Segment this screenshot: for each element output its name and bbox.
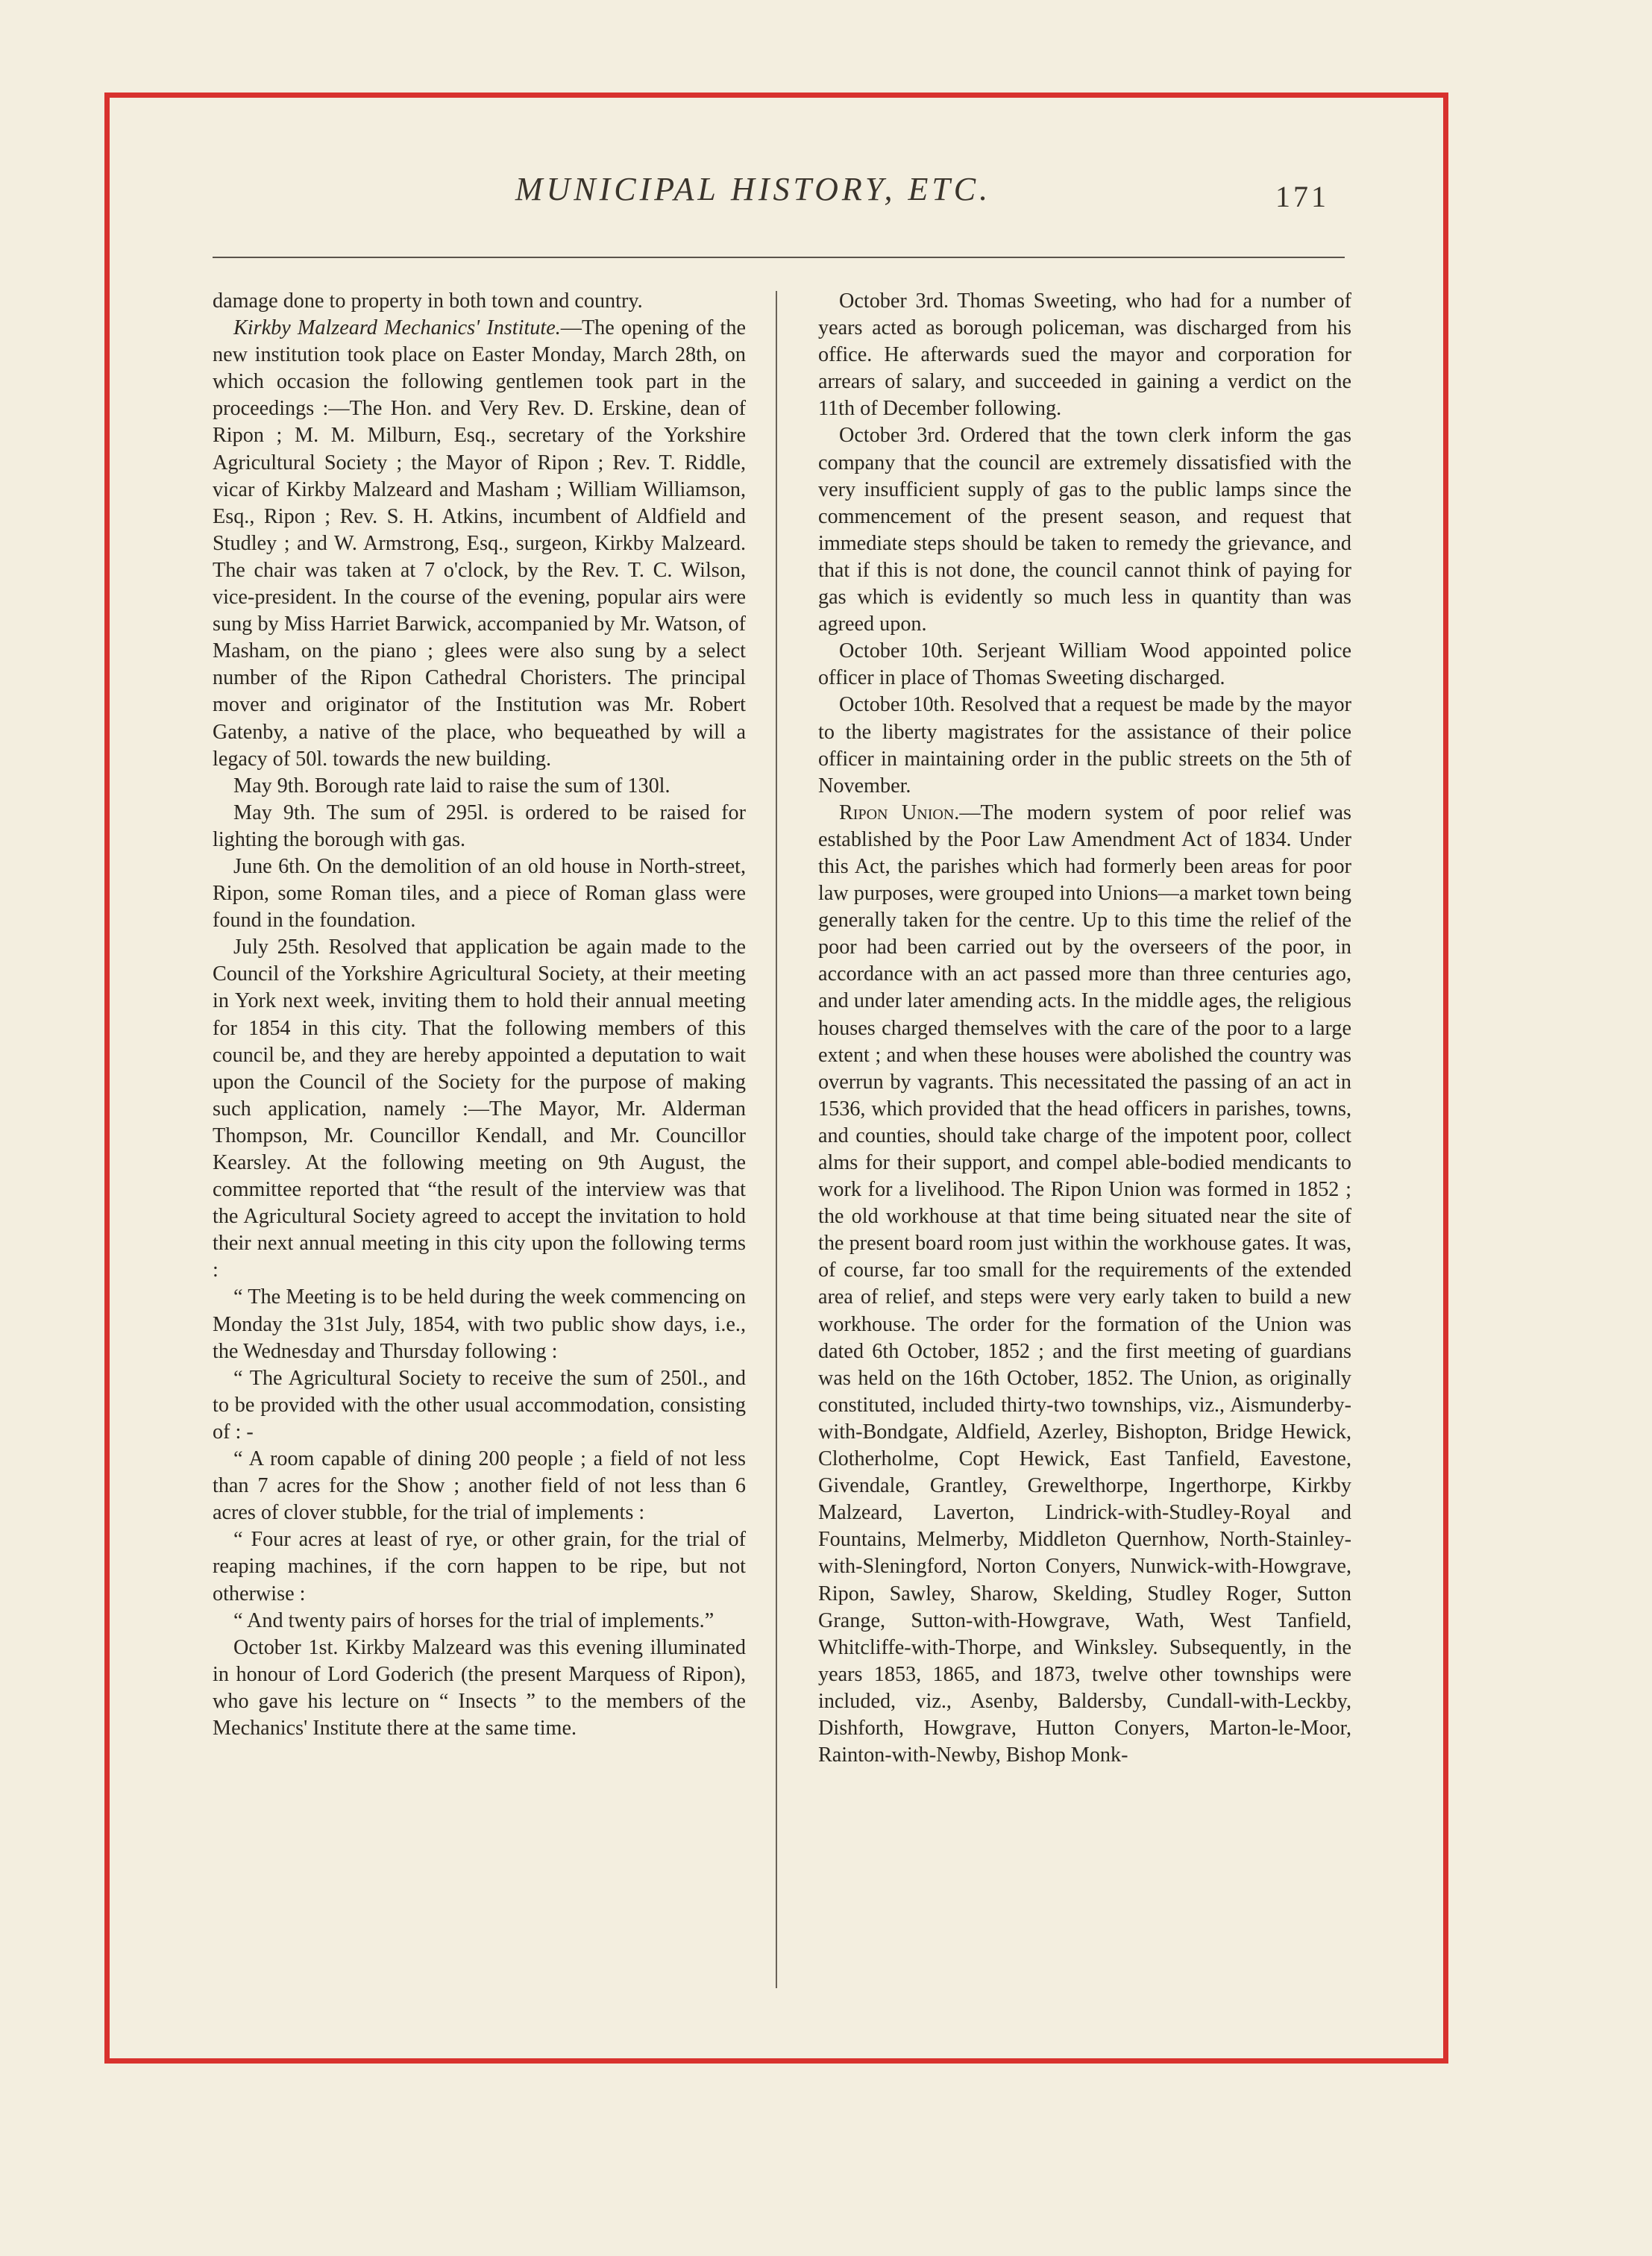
paragraph: October 1st. Kirkby Malzeard was this evening illuminated in honour of Lord Goderich (the present Marquess of Ripon), who gave his lecture on “ Insects ” to the members of the Mechanics' Institute there at the same time. <box>213 1635 746 1740</box>
header-rule <box>213 257 1345 258</box>
paragraph-text: —The modern system of poor relief was established by the Poor Law Amendment Act of 1834. Under this Act, the parishes which had formerly been areas for poor law purposes, were grouped into Unions—a market town being generally taken for the centre. Up to this time the relief of the poor had been carried out by the overseers of the poor, in accordance with an act passed more than three centuries ago, and under later amending acts. In the middle ages, the religious houses charged themselves with the care of the poor to a large extent ; and when these houses were abolished the country was overrun by vagrants. This necessitated the passing of an act in 1536, which provided that the head officers in parishes, towns, and counties, should take charge of the impotent poor, collect alms for their support, and compel able-bodied mendicants to work for a livelihood. The Ripon Union was formed in 1852 ; the old workhouse at that time being situated near the site of the present board room just within the workhouse gates. It was, of course, far too small for the requirements of the extended area of relief, and steps were very early taken to build a new workhouse. The order for the formation of the Union was dated 6th October, 1852 ; and the first meeting of guardians was held on the 16th October, 1852. The Union, as originally constituted, included thirty-two townships, viz., Aismunderby-with-Bondgate, Aldfield, Azerley, Bishopton, Bridge Hewick, Clotherholme, Copt Hewick, East Tanfield, Eavestone, Givendale, Grantley, Grewelthorpe, Ingerthorpe, Kirkby Malzeard, Laverton, Lindrick-with-Studley-Royal and Fountains, Melmerby, Middleton Quernhow, North-Stainley-with-Sleningford, Norton Conyers, Nunwick-with-Howgrave, Ripon, Sawley, Sharow, Skelding, Studley Roger, Sutton Grange, Sutton-with-Howgrave, Wath, West Tanfield, Whitcliffe-with-Thorpe, and Winksley. Subsequently, in the years 1853, 1865, and 1873, twelve other townships were included, viz., Asenby, Baldersby, Cundall-with-Leckby, Dishforth, Howgrave, Hutton Conyers, Marton-le-Moor, Rainton-with-Newby, Bishop Monk- <box>818 800 1352 1767</box>
running-header-title: MUNICIPAL HISTORY, ETC. <box>515 171 992 207</box>
paragraph: October 10th. Serjeant William Wood appointed police officer in place of Thomas Sweeting discharged. <box>818 639 1351 690</box>
column-divider <box>776 291 777 1988</box>
quoted-paragraph: “ A room capable of dining 200 people ; a field of not less than 7 acres for the Show ; another field of not less than 6 acres of clover stubble, for the trial of implements : <box>213 1447 746 1525</box>
quoted-paragraph: “ The Agricultural Society to receive the sum of 250l., and to be provided with the other usual accommodation, consisting of : - <box>213 1366 746 1444</box>
paragraph-text: —The opening of the new institution took place on Easter Monday, March 28th, on which occasion the following gentlemen took part in the proceedings :—The Hon. and Very Rev. D. Erskine, dean of Ripon ; M. M. Milburn, Esq., secretary of the Yorkshire Agricultural Society ; the Mayor of Ripon ; Rev. T. Riddle, vicar of Kirkby Malzeard and Masham ; William Williamson, Esq., Ripon ; Rev. S. H. Atkins, incumbent of Aldfield and Studley ; and W. Armstrong, Esq., surgeon, Kirkby Malzeard. The chair was taken at 7 o'clock, by the Rev. T. C. Wilson, vice-president. In the course of the evening, popular airs were sung by Miss Harriet Barwick, accompanied by Mr. Watson, of Masham, on the piano ; glees were also sung by a select number of the Ripon Cathedral Choristers. The principal mover and originator of the Institution was Mr. Robert Gatenby, a native of the place, who bequeathed by will a legacy of 50l. towards the new building. <box>213 316 746 771</box>
paragraph: May 9th. Borough rate laid to raise the sum of 130l. <box>233 774 670 798</box>
section-heading: Kirkby Malzeard Mechanics' Institute. <box>233 316 561 340</box>
quoted-paragraph: “ Four acres at least of rye, or other grain, for the trial of reaping machines, if the corn happen to be ripe, but not otherwise : <box>213 1528 746 1605</box>
left-column <box>213 288 746 1742</box>
quoted-paragraph: “ And twenty pairs of horses for the trial of implements.” <box>233 1608 714 1632</box>
section-heading: Ripon Union. <box>839 800 960 824</box>
paragraph: June 6th. On the demolition of an old house in North-street, Ripon, some Roman tiles, and a piece of Roman glass were found in the foundation. <box>213 854 746 933</box>
page-number: 171 <box>1275 180 1329 213</box>
paragraph: October 10th. Resolved that a request be made by the mayor to the liberty magistrates for the assistance of their police officer in maintaining order in the public streets on the 5th of November. <box>818 693 1351 798</box>
paragraph: July 25th. Resolved that application be again made to the Council of the Yorkshire Agricultural Society, at their meeting in York next week, inviting them to hold their annual meeting for 1854 in this city. That the following members of this council be, and they are hereby appointed a deputation to wait upon the Council of the Society for the purpose of making such application, namely :—The Mayor, Mr. Alderman Thompson, Mr. Councillor Kendall, and Mr. Councillor Kearsley. At the following meeting on 9th August, the committee reported that “the result of the interview was that the Agricultural Society agreed to accept the invitation to hold their next annual meeting in this city upon the following terms : <box>213 936 746 1282</box>
paragraph: October 3rd. Ordered that the town clerk inform the gas company that the council are extremely dissatisfied with the very insufficient supply of gas to the public lamps since the commencement of the present season, and request that immediate steps should be taken to remedy the grievance, and that if this is not done, the council cannot think of paying for gas which is evidently so much less in quantity than was agreed upon. <box>818 424 1351 636</box>
paragraph: May 9th. The sum of 295l. is ordered to be raised for lighting the borough with gas. <box>213 800 746 851</box>
paragraph-mechanics-institute <box>213 315 746 773</box>
paragraph-ripon-union <box>818 800 1351 1769</box>
right-column <box>818 288 1351 1769</box>
paragraph: damage done to property in both town and country. <box>213 289 643 313</box>
quoted-paragraph: “ The Meeting is to be held during the week commencing on Monday the 31st July, 1854, with two public show days, i.e., the Wednesday and Thursday following : <box>213 1285 746 1363</box>
paragraph: October 3rd. Thomas Sweeting, who had for a number of years acted as borough policeman, was discharged from his office. He afterwards sued the mayor and corporation for arrears of salary, and succeeded in gaining a verdict on the 11th of December following. <box>818 289 1351 421</box>
